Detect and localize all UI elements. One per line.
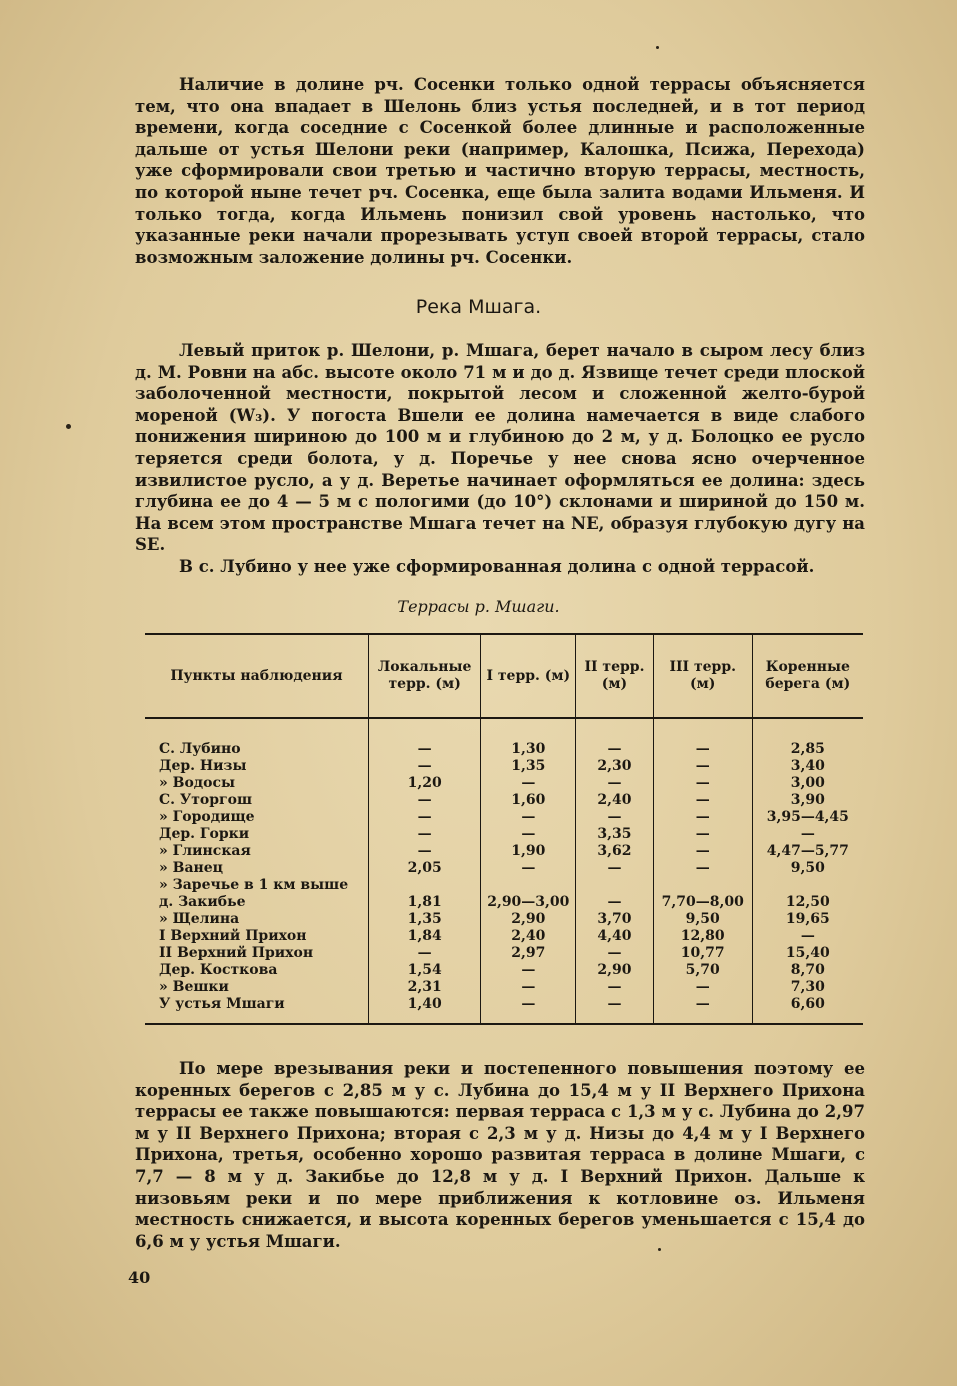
value-text: — [607, 996, 622, 1012]
header-terrace-2: II терр. (м) [576, 634, 654, 718]
cell-value [368, 792, 481, 809]
cell-value [481, 758, 576, 775]
cell-point-name [145, 894, 368, 911]
cell-value [752, 809, 863, 826]
value-text: — [521, 979, 536, 995]
cell-value [653, 928, 752, 945]
paragraph-text: По мере врезывания реки и постепенного повышения поэтому ее коренных берегов с 2,85 м у с. Лубина до 15,4 м у II Верхнего Прихона террасы ее также повышаются: первая терраса с 1,3 м у с. Лубина до 2,97 м у II Верхнего Прихона; вторая с 2,3 м у д. Низы до 4,4 м у I Верхнего Прихона, третья, особенно хорошо развитая терраса в долине Мшаги, с 7,7 — 8 м у д. Закибье до 12,8 м у д. I Верхний Прихон. Дальше к низовьям реки и по мере приближения к котловине оз. Ильменя местность снижается, и высота коренных берегов уменьшается с 15,4 до 6,6 м у устья Мшаги. [135, 1059, 865, 1251]
value-text: — [695, 843, 710, 859]
cell-value [576, 979, 654, 996]
table-row [145, 877, 863, 894]
value-text: 10,77 [680, 945, 725, 961]
value-text: — [695, 792, 710, 808]
value-text: 1,60 [511, 792, 546, 808]
value-text: 2,97 [511, 945, 546, 961]
value-text: — [417, 826, 432, 842]
point-name-text: Дер. Низы [159, 758, 247, 774]
cell-value [576, 996, 654, 1024]
value-text: 3,70 [597, 911, 632, 927]
cell-value [481, 877, 576, 894]
cell-value [368, 911, 481, 928]
value-text: 3,90 [790, 792, 825, 808]
cell-value [576, 945, 654, 962]
cell-value [368, 979, 481, 996]
value-text: 1,54 [407, 962, 442, 978]
cell-value [368, 996, 481, 1024]
point-name-text: I Верхний Прихон [159, 928, 307, 944]
cell-value [752, 911, 863, 928]
cell-value [653, 877, 752, 894]
cell-value [481, 928, 576, 945]
value-text: 1,40 [407, 996, 442, 1012]
value-text: 1,35 [511, 758, 546, 774]
value-text: — [417, 809, 432, 825]
value-text: 1,20 [407, 775, 442, 791]
value-text: 5,70 [685, 962, 720, 978]
cell-point-name [145, 945, 368, 962]
point-name-text: У устья Мшаги [159, 996, 285, 1012]
cell-value [576, 962, 654, 979]
cell-value [481, 843, 576, 860]
value-text: 2,40 [597, 792, 632, 808]
header-points: Пункты наблюдения [145, 634, 368, 718]
cell-value [576, 775, 654, 792]
cell-value [368, 826, 481, 843]
table-row [145, 979, 863, 996]
table-caption: Террасы р. Мшаги. [397, 597, 560, 616]
cell-value [481, 718, 576, 758]
value-text: — [695, 996, 710, 1012]
cell-point-name [145, 826, 368, 843]
value-text: — [800, 826, 815, 842]
cell-value [576, 860, 654, 877]
value-text: — [695, 809, 710, 825]
cell-value [368, 894, 481, 911]
cell-value [752, 718, 863, 758]
section-heading: Река Мшага. [415, 296, 542, 318]
terraces-table [145, 633, 863, 1025]
table-row [145, 826, 863, 843]
value-text: — [521, 962, 536, 978]
cell-value [481, 979, 576, 996]
cell-value [576, 758, 654, 775]
paragraph-summary [135, 1058, 865, 1252]
cell-value [481, 945, 576, 962]
cell-value [653, 894, 752, 911]
value-text: 2,30 [597, 758, 632, 774]
cell-value [752, 860, 863, 877]
table-row [145, 894, 863, 911]
point-name-text: » Водосы [159, 775, 236, 791]
value-text: 9,50 [790, 860, 825, 876]
table-row [145, 860, 863, 877]
cell-point-name [145, 809, 368, 826]
value-text: 8,70 [790, 962, 825, 978]
scan-speck [656, 46, 659, 49]
cell-value [576, 826, 654, 843]
value-text: 12,50 [785, 894, 830, 910]
cell-point-name [145, 996, 368, 1024]
cell-point-name [145, 843, 368, 860]
cell-value [653, 809, 752, 826]
point-name-text: Дер. Горки [159, 826, 250, 842]
cell-value [481, 775, 576, 792]
value-text: — [695, 758, 710, 774]
value-text: — [695, 979, 710, 995]
cell-point-name [145, 979, 368, 996]
cell-value [368, 945, 481, 962]
value-text: 2,40 [511, 928, 546, 944]
cell-value [653, 996, 752, 1024]
paragraph-text: Наличие в долине рч. Сосенки только одной террасы объясняется тем, что она впадает в Шелонь близ устья последней, и в тот период времени, когда соседние с Сосенкой более длинные и расположенные дальше от устья Шелони реки (например, Калошка, Псижа, Перехода) уже сформировали свои третью и частично вторую террасы, местность, по которой ныне течет рч. Сосенка, еще была залита водами Ильменя. И только тогда, когда Ильмень понизил свой уровень настолько, что указанные реки начали прорезывать уступ своей второй террасы, стало возможным заложение долины рч. Сосенки. [135, 75, 865, 267]
cell-value [481, 809, 576, 826]
value-text: — [695, 860, 710, 876]
value-text: 6,60 [790, 996, 825, 1012]
value-text: — [607, 809, 622, 825]
point-name-text: » Ванец [159, 860, 224, 876]
value-text: — [607, 741, 622, 757]
cell-value [368, 718, 481, 758]
cell-value [752, 758, 863, 775]
cell-point-name [145, 911, 368, 928]
value-text: — [417, 741, 432, 757]
cell-value [368, 877, 481, 894]
cell-value [576, 843, 654, 860]
value-text: 1,35 [407, 911, 442, 927]
point-name-text: С. Лубино [159, 741, 241, 757]
table-body [145, 718, 863, 1024]
value-text: 4,40 [597, 928, 632, 944]
cell-value [481, 894, 576, 911]
cell-point-name [145, 877, 368, 894]
value-text: — [521, 996, 536, 1012]
value-text: 1,84 [407, 928, 442, 944]
table-row [145, 928, 863, 945]
cell-value [368, 809, 481, 826]
header-terrace-3: III терр. (м) [653, 634, 752, 718]
cell-value [653, 911, 752, 928]
header-local: Локальные терр. (м) [368, 634, 481, 718]
cell-value [752, 979, 863, 996]
point-name-text: » Глинская [159, 843, 251, 859]
table-row [145, 775, 863, 792]
table-row [145, 809, 863, 826]
cell-value [653, 860, 752, 877]
value-text: — [695, 775, 710, 791]
cell-value [653, 979, 752, 996]
cell-value [752, 894, 863, 911]
page-number: 40 [128, 1268, 151, 1287]
cell-value [368, 962, 481, 979]
value-text: 4,47—5,77 [766, 843, 849, 859]
cell-value [653, 792, 752, 809]
value-text: 3,95—4,45 [766, 809, 849, 825]
cell-value [481, 826, 576, 843]
point-name-text: Дер. Косткова [159, 962, 278, 978]
point-name-text: С. Уторгош [159, 792, 253, 808]
cell-value [653, 718, 752, 758]
value-text: 1,90 [511, 843, 546, 859]
point-name-text: II Верхний Прихон [159, 945, 314, 961]
cell-value [368, 843, 481, 860]
cell-value [576, 792, 654, 809]
value-text: — [607, 860, 622, 876]
scan-speck [658, 1248, 661, 1251]
point-name-text: д. Закибье [159, 894, 246, 910]
cell-point-name [145, 758, 368, 775]
cell-value [752, 945, 863, 962]
value-text: — [695, 826, 710, 842]
cell-value [576, 894, 654, 911]
value-text: — [607, 979, 622, 995]
value-text: — [695, 741, 710, 757]
value-text: — [521, 826, 536, 842]
table-row [145, 911, 863, 928]
value-text: — [417, 758, 432, 774]
value-text: 2,90—3,00 [487, 894, 570, 910]
cell-value [752, 826, 863, 843]
value-text: 1,81 [407, 894, 442, 910]
value-text: 3,35 [597, 826, 632, 842]
table-row [145, 758, 863, 775]
cell-point-name [145, 962, 368, 979]
value-text: — [521, 860, 536, 876]
value-text: 15,40 [785, 945, 830, 961]
table-header-row [145, 634, 863, 718]
cell-value [368, 775, 481, 792]
table-row [145, 718, 863, 758]
table-row [145, 945, 863, 962]
cell-value [752, 775, 863, 792]
paragraph-text: В с. Лубино у нее уже сформированная долина с одной террасой. [179, 556, 815, 576]
cell-value [576, 928, 654, 945]
table-row [145, 843, 863, 860]
point-name-text: » Заречье в 1 км выше [159, 877, 349, 893]
table-row [145, 962, 863, 979]
value-text: 3,62 [597, 843, 632, 859]
value-text: 2,31 [407, 979, 442, 995]
point-name-text: » Городище [159, 809, 255, 825]
value-text: 1,30 [511, 741, 546, 757]
value-text: — [607, 775, 622, 791]
paragraph-text: Левый приток р. Шелони, р. Мшага, берет начало в сыром лесу близ д. М. Ровни на абс. высоте около 71 м и до д. Язвище течет среди плоской заболоченной местности, покрытой лесом и сложенной желто-бурой мореной (W₃). У погоста Вшели ее долина намечается в виде слабого понижения шириною до 100 м и глубиною до 2 м, у д. Болоцко ее русло теряется среди болота, у д. Поречье у нее снова ясно очерченное извилистое русло, а у д. Веретье начинает оформляться ее долина: здесь глубина ее до 4 — 5 м с пологими (до 10°) склонами и шириной до 150 м. На всем этом пространстве Мшага течет на NE, образуя глубокую дугу на SE. [135, 341, 865, 555]
value-text: — [521, 809, 536, 825]
scan-speck [66, 424, 71, 429]
cell-value [653, 775, 752, 792]
cell-value [752, 792, 863, 809]
cell-value [576, 911, 654, 928]
cell-point-name [145, 718, 368, 758]
table-row [145, 792, 863, 809]
value-text: 2,90 [511, 911, 546, 927]
cell-value [653, 962, 752, 979]
value-text: 19,65 [785, 911, 830, 927]
value-text: — [800, 928, 815, 944]
cell-value [481, 860, 576, 877]
cell-value [653, 758, 752, 775]
value-text: — [417, 792, 432, 808]
header-terrace-1: I терр. (м) [481, 634, 576, 718]
paragraph-sosenka [135, 74, 865, 268]
header-bedrock-banks: Коренные берега (м) [752, 634, 863, 718]
value-text: — [607, 894, 622, 910]
value-text: — [607, 945, 622, 961]
cell-value [576, 877, 654, 894]
point-name-text: » Вешки [159, 979, 229, 995]
value-text: 12,80 [680, 928, 725, 944]
cell-value [752, 843, 863, 860]
value-text: 2,90 [597, 962, 632, 978]
cell-value [481, 996, 576, 1024]
cell-point-name [145, 775, 368, 792]
value-text: 2,85 [790, 741, 825, 757]
cell-value [653, 843, 752, 860]
value-text: 7,30 [790, 979, 825, 995]
cell-value [368, 928, 481, 945]
value-text: — [417, 945, 432, 961]
cell-value [752, 962, 863, 979]
cell-value [368, 860, 481, 877]
cell-value [653, 826, 752, 843]
paragraph-mshaga [135, 340, 865, 578]
cell-value [368, 758, 481, 775]
value-text: 3,40 [790, 758, 825, 774]
value-text: 3,00 [790, 775, 825, 791]
value-text: — [521, 775, 536, 791]
cell-point-name [145, 860, 368, 877]
cell-point-name [145, 792, 368, 809]
cell-value [481, 911, 576, 928]
value-text: — [417, 843, 432, 859]
cell-value [481, 962, 576, 979]
cell-value [752, 928, 863, 945]
value-text: 7,70—8,00 [661, 894, 744, 910]
cell-value [576, 718, 654, 758]
cell-value [752, 996, 863, 1024]
cell-value [576, 809, 654, 826]
value-text: 9,50 [685, 911, 720, 927]
cell-value [653, 945, 752, 962]
cell-value [752, 877, 863, 894]
cell-value [481, 792, 576, 809]
value-text: 2,05 [407, 860, 442, 876]
cell-point-name [145, 928, 368, 945]
point-name-text: » Щелина [159, 911, 240, 927]
table-row [145, 996, 863, 1024]
